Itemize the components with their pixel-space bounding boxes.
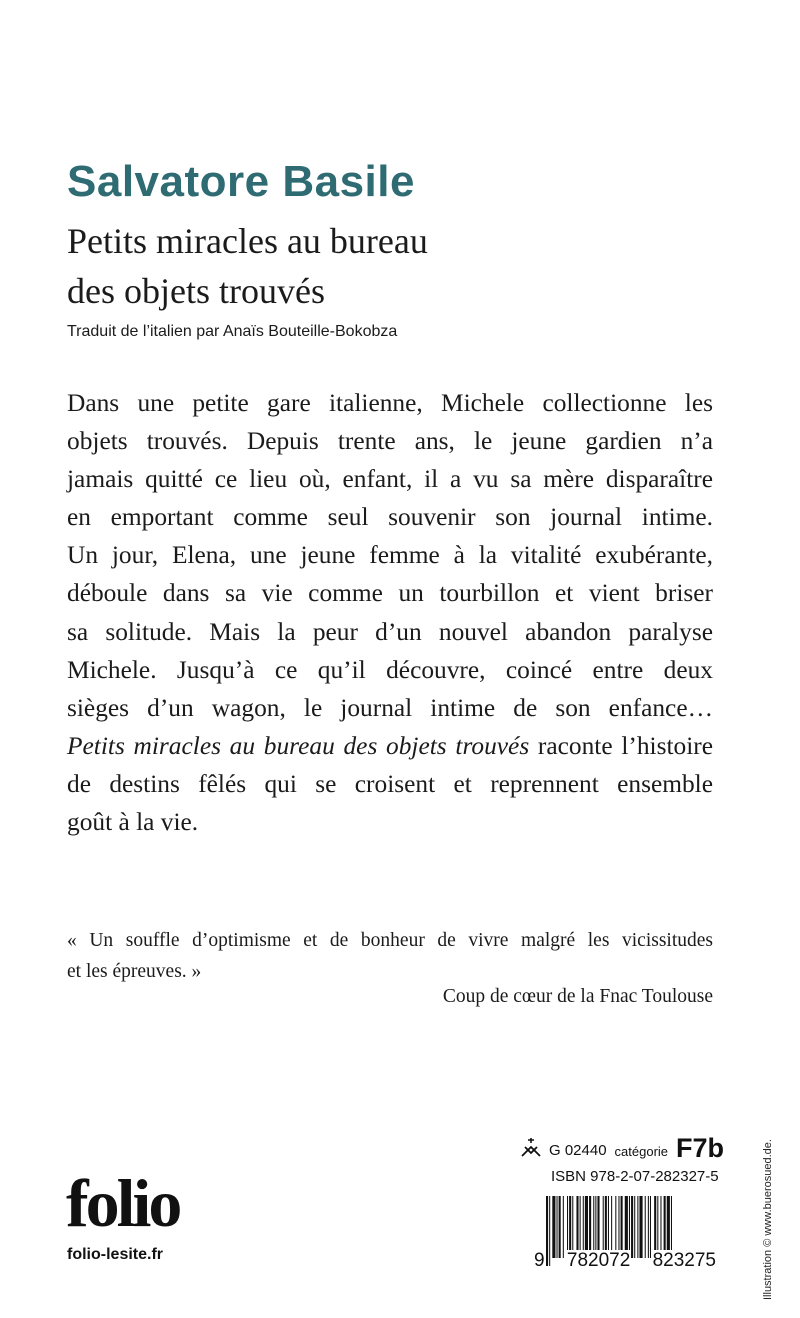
category-label: catégorie xyxy=(614,1144,669,1159)
barcode-bar xyxy=(657,1196,658,1258)
translator-credit: Traduit de l’italien par Anaïs Bouteille-Bokobza xyxy=(67,323,398,340)
illustration-credit: Illustration © www.buerosued.de. xyxy=(762,1139,774,1300)
quote-line: et les épreuves. » xyxy=(67,961,202,982)
barcode-bar xyxy=(637,1196,638,1258)
barcode-bar xyxy=(605,1196,607,1258)
barcode-bar xyxy=(634,1196,635,1258)
title-line: des objets trouvés xyxy=(67,271,325,311)
barcode-bar xyxy=(580,1196,581,1258)
catalog-code: G 02440 xyxy=(549,1142,607,1159)
barcode-bar xyxy=(576,1196,578,1258)
barcode-bar xyxy=(569,1196,571,1258)
blurb-line: objets trouvés. Depuis trente ans, le jeune gardien n’a xyxy=(67,427,713,456)
blurb-line xyxy=(67,727,713,765)
barcode-bar xyxy=(625,1196,628,1258)
blurb-after-title: raconte l’histoire xyxy=(529,731,713,760)
barcode-digit-group: 9 xyxy=(534,1250,545,1271)
barcode-bar xyxy=(559,1196,561,1258)
blurb-line: de destins fêlés qui se croisent et reprennent ensemble xyxy=(67,769,713,798)
barcode-bar xyxy=(660,1196,661,1258)
barcode-digit-group: 782072 xyxy=(566,1250,631,1271)
barcode-bar xyxy=(639,1196,642,1258)
barcode-bar xyxy=(618,1196,619,1258)
barcode-bar xyxy=(583,1196,584,1258)
barcode-bar xyxy=(563,1196,564,1258)
author-name: Salvatore Basile xyxy=(67,157,415,206)
barcode-bar xyxy=(557,1196,558,1258)
barcode-bar xyxy=(567,1196,568,1258)
blurb-line: en emportant comme seul souvenir son journal intime. xyxy=(67,503,713,532)
blurb-line: sièges d’un wagon, le journal intime de son enfance… xyxy=(67,693,713,722)
barcode-digit-group: 823275 xyxy=(652,1250,716,1271)
blurb-italic-title: Petits miracles au bureau des objets trouvés xyxy=(67,731,530,760)
category-value: F7b xyxy=(676,1133,725,1163)
barcode-bar xyxy=(585,1196,588,1258)
category-row xyxy=(519,1132,724,1162)
blurb-line: jamais quitté ce lieu où, enfant, il a vu sa mère disparaître xyxy=(67,465,713,494)
barcode-bar xyxy=(631,1196,633,1258)
blurb-line: Un jour, Elena, une jeune femme à la vitalité exubérante, xyxy=(67,541,713,570)
barcode-bar xyxy=(595,1196,596,1258)
folio-logo: folio xyxy=(66,1165,180,1241)
blurb-line: déboule dans sa vie comme un tourbillon et vient briser xyxy=(67,579,713,608)
barcode-bar xyxy=(597,1196,599,1258)
barcode-digits xyxy=(533,1250,717,1272)
barcode-bar xyxy=(552,1196,555,1258)
barcode-bar xyxy=(572,1196,573,1258)
press-quote xyxy=(67,925,713,987)
barcode-bar xyxy=(589,1196,591,1258)
blurb-line: goût à la vie. xyxy=(67,808,199,837)
barcode-bar xyxy=(648,1196,649,1258)
barcode-bar xyxy=(603,1196,604,1258)
blurb-line: Michele. Jusqu’à ce qu’il découvre, coincé entre deux xyxy=(67,655,713,684)
folio-emblem-icon xyxy=(519,1136,543,1160)
barcode-bar xyxy=(654,1196,656,1258)
barcode-bar xyxy=(667,1196,670,1258)
blurb-line: sa solitude. Mais la peur d’un nouvel abandon paralyse xyxy=(67,617,713,646)
barcode-bar xyxy=(664,1196,666,1258)
isbn: ISBN 978-2-07-282327-5 xyxy=(551,1168,719,1185)
barcode-bar xyxy=(615,1196,616,1258)
barcode-bar xyxy=(645,1196,646,1258)
book-title xyxy=(67,216,428,316)
blurb-line: Dans une petite gare italienne, Michele collectionne les xyxy=(67,389,713,417)
quote-line: « Un souffle d’optimisme et de bonheur de vivre malgré les vicissitudes xyxy=(67,930,713,951)
barcode-bar xyxy=(650,1196,651,1258)
barcode-bar xyxy=(629,1196,630,1258)
title-line: Petits miracles au bureau xyxy=(67,221,428,261)
publisher-website: folio-lesite.fr xyxy=(67,1246,164,1263)
back-cover-blurb xyxy=(67,384,713,841)
quote-source: Coup de cœur de la Fnac Toulouse xyxy=(442,986,713,1007)
barcode-bar xyxy=(621,1196,623,1258)
barcode-bar xyxy=(593,1196,594,1258)
